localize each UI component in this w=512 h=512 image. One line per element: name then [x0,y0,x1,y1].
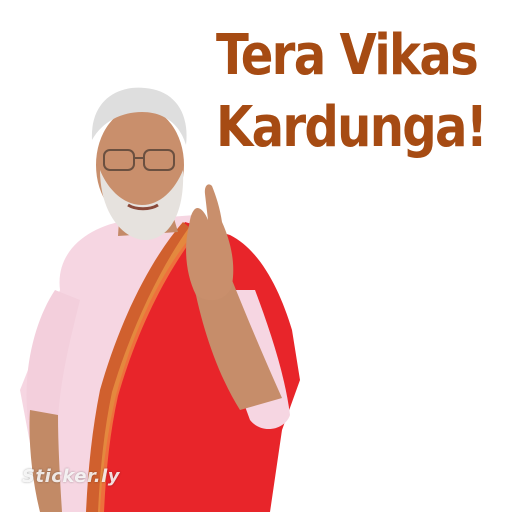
caption-line-2: Kardunga! [216,95,487,160]
right-hand [186,184,233,300]
left-hand [29,410,62,512]
caption-line-1: Tera Vikas [216,23,478,88]
sticker-ly-watermark: Sticker.ly [22,466,120,487]
sticker-caption [216,20,487,164]
